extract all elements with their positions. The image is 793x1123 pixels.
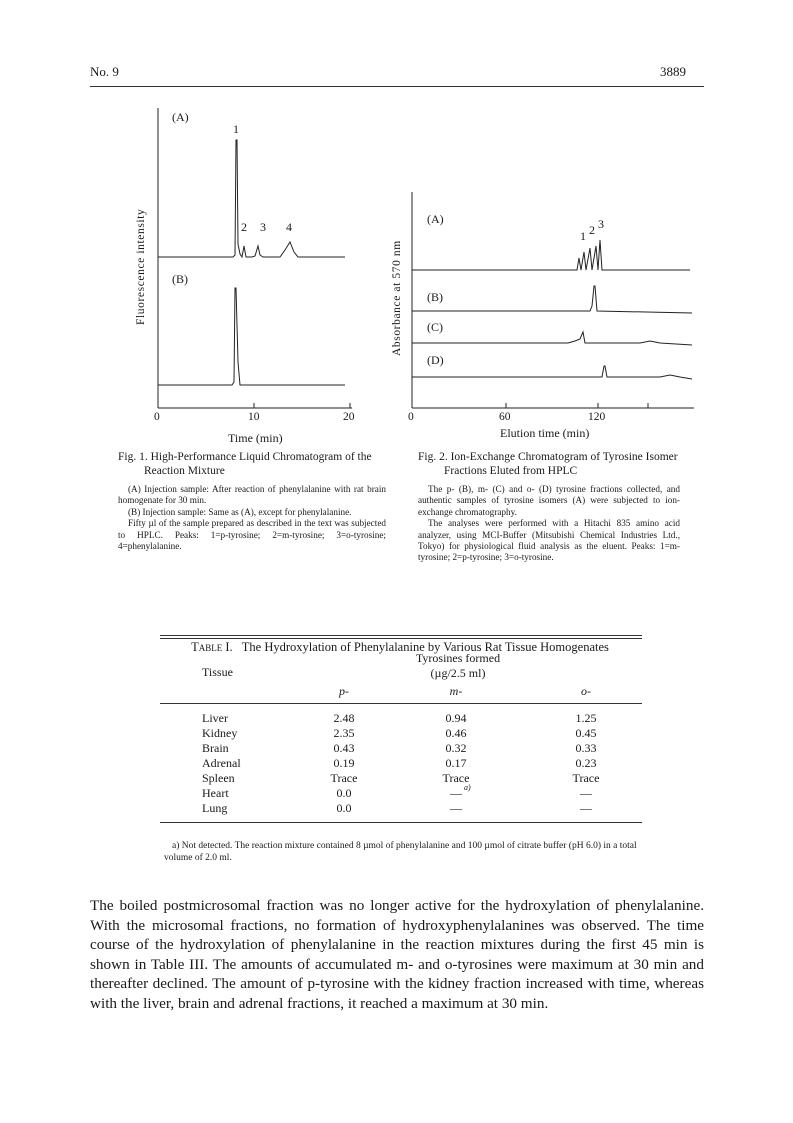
fig1-peak-label: 3	[260, 220, 266, 234]
group-header: Tyrosines formed	[415, 651, 501, 665]
fig2-caption-title: Fig. 2. Ion-Exchange Chromatogram of Tyrosine Isomer Fractions Eluted from HPLC	[418, 451, 678, 477]
fig2-label-d: (D)	[427, 353, 444, 367]
table-cell-tissue: Lung	[202, 801, 228, 815]
fig1-x-tick-label: 0	[154, 411, 160, 423]
footnote-marker: a)	[464, 783, 471, 792]
fig1-caption-line: (B) Injection sample: Same as (A), except for phenylalanine.	[128, 506, 352, 517]
fig2-caption-line: The analyses were performed with a Hitachi 835 amino acid analyzer, using MCI-Buffer (Mitsubishi Chemical Industries Ltd., Tokyo) for physiological fluid analysis as the eluent. Peaks: 1=m-tyrosine; 2=p-tyrosine; 3=o-tyrosine.	[418, 518, 680, 563]
sub-header-o: o-	[581, 684, 591, 698]
fig1-caption-title: Fig. 1. High-Performance Liquid Chromatogram of the Reaction Mixture	[118, 451, 372, 477]
fig2-x-tick-label: 120	[588, 411, 606, 423]
fig1-peak-label: 2	[241, 220, 247, 234]
fig2-trace-d	[412, 366, 692, 379]
table-cell-m: 0.17	[445, 756, 467, 770]
fig2-peak-label: 1	[580, 229, 586, 243]
page-number: 3889	[660, 64, 686, 79]
fig1-label-a: (A)	[172, 110, 189, 124]
fig2-caption-line: The p- (B), m- (C) and o- (D) tyrosine fractions collected, and authentic samples of tyrosine isomers (A) were subjected to ion-exchange chromatography.	[418, 484, 680, 517]
fig2-label-b: (B)	[427, 290, 443, 304]
fig2-x-tick-label: 60	[499, 411, 511, 423]
table-cell-o: 0.23	[575, 756, 597, 770]
table-cell-p: Trace	[330, 771, 358, 785]
table-bottom-rule	[160, 822, 642, 823]
table-cell-o: Trace	[572, 771, 600, 785]
table-cell-o: 0.45	[575, 726, 597, 740]
fig1-peak-label: 4	[286, 220, 292, 234]
fig1-caption-line: (A) Injection sample: After reaction of phenylalanine with rat brain homogenate for 30 min.	[118, 484, 386, 506]
issue-number: No. 9	[90, 64, 119, 79]
table-cell-o: 1.25	[575, 711, 597, 725]
table-cell-tissue: Liver	[202, 711, 228, 725]
fig2-peak-label: 3	[598, 217, 604, 231]
table-cell-o: —	[580, 801, 592, 815]
table-cell-p: 2.35	[333, 726, 355, 740]
table-cell-tissue: Adrenal	[202, 756, 241, 770]
fig2-trace-b	[412, 286, 692, 313]
table-cell-m: —	[450, 801, 462, 815]
table-cell-m: 0.46	[445, 726, 467, 740]
table-label: Table I.	[191, 640, 233, 654]
table-cell-p: 0.0	[336, 786, 352, 800]
table-cell-o: —	[580, 786, 592, 800]
table-cell-o: 0.33	[575, 741, 597, 755]
fig1-peak-label: 1	[233, 122, 239, 136]
table-cell-p: 0.19	[333, 756, 355, 770]
fig2-caption	[418, 450, 680, 564]
table-cell-tissue: Heart	[202, 786, 229, 800]
fig1-x-tick-label: 20	[343, 411, 355, 423]
fig2-label-a: (A)	[427, 212, 444, 226]
fig1-x-label: Time (min)	[228, 431, 283, 445]
table-cell-p: 2.48	[333, 711, 355, 725]
fig2-y-label: Absorbance at 570 nm	[391, 240, 403, 356]
table-footnote: a) Not detected. The reaction mixture contained 8 µmol of phenylalanine and 100 µmol of citrate buffer (pH 6.0) in a total volume of 2.0 ml.	[164, 841, 637, 863]
table-cell-p: 0.0	[336, 801, 352, 815]
fig2-x-label: Elution time (min)	[500, 426, 590, 440]
fig1-y-label: Fluorescence intensity	[135, 208, 147, 325]
table-cell-tissue: Kidney	[202, 726, 238, 740]
figure-1-chromatogram	[0, 0, 793, 460]
table-title-text: The Hydroxylation of Phenylalanine by Various Rat Tissue Homogenates	[241, 640, 609, 654]
table-cell-p: 0.43	[333, 741, 355, 755]
fig1-x-tick-label: 10	[248, 411, 260, 423]
fig2-trace-a	[412, 240, 690, 270]
table-top-rule	[160, 635, 642, 636]
table-cell-m: Trace	[442, 771, 470, 785]
fig1-caption-line: Fifty µl of the sample prepared as described in the text was subjected to HPLC. Peaks: 1=p-tyrosine; 2=m-tyrosine; 3=o-tyrosine; 4=phenylalanine.	[118, 518, 386, 552]
fig2-trace-c	[412, 332, 692, 345]
group-unit: (µg/2.5 ml)	[430, 666, 486, 680]
table-cell-m: 0.94	[445, 711, 467, 725]
fig1-caption	[118, 450, 386, 552]
table-cell-m: —	[450, 786, 462, 800]
col-header-tissue: Tissue	[202, 665, 233, 679]
table-cell-m: 0.32	[445, 741, 467, 755]
fig2-x-tick-label: 0	[408, 411, 414, 423]
table-top-rule	[160, 638, 642, 639]
sub-header-p: p-	[339, 684, 349, 698]
table-header-rule	[160, 703, 642, 704]
table-cell-tissue: Spleen	[202, 771, 235, 785]
fig2-peak-label: 2	[589, 223, 595, 237]
fig1-label-b: (B)	[172, 272, 188, 286]
fig1-trace-a	[158, 140, 345, 257]
fig2-label-c: (C)	[427, 320, 443, 334]
fig1-trace-b	[158, 288, 345, 385]
sub-header-m: m-	[449, 684, 463, 698]
table-cell-tissue: Brain	[202, 741, 229, 755]
body-paragraph: The boiled postmicrosomal fraction was no longer active for the hydroxylation of phenylalanine. With the microsomal fractions, no formation of hydroxyphenylalanines was observed. The time course of the hydroxylation of phenylalanine in the reaction mixtures during the first 45 min is shown in Table III. The amounts of accumulated m- and o-tyrosines were maximum at 30 min and thereafter declined. The amount of p-tyrosine with the kidney fraction increased with time, whereas with the liver, brain and adrenal fractions, it reached a maximum at 30 min.	[90, 897, 704, 1012]
